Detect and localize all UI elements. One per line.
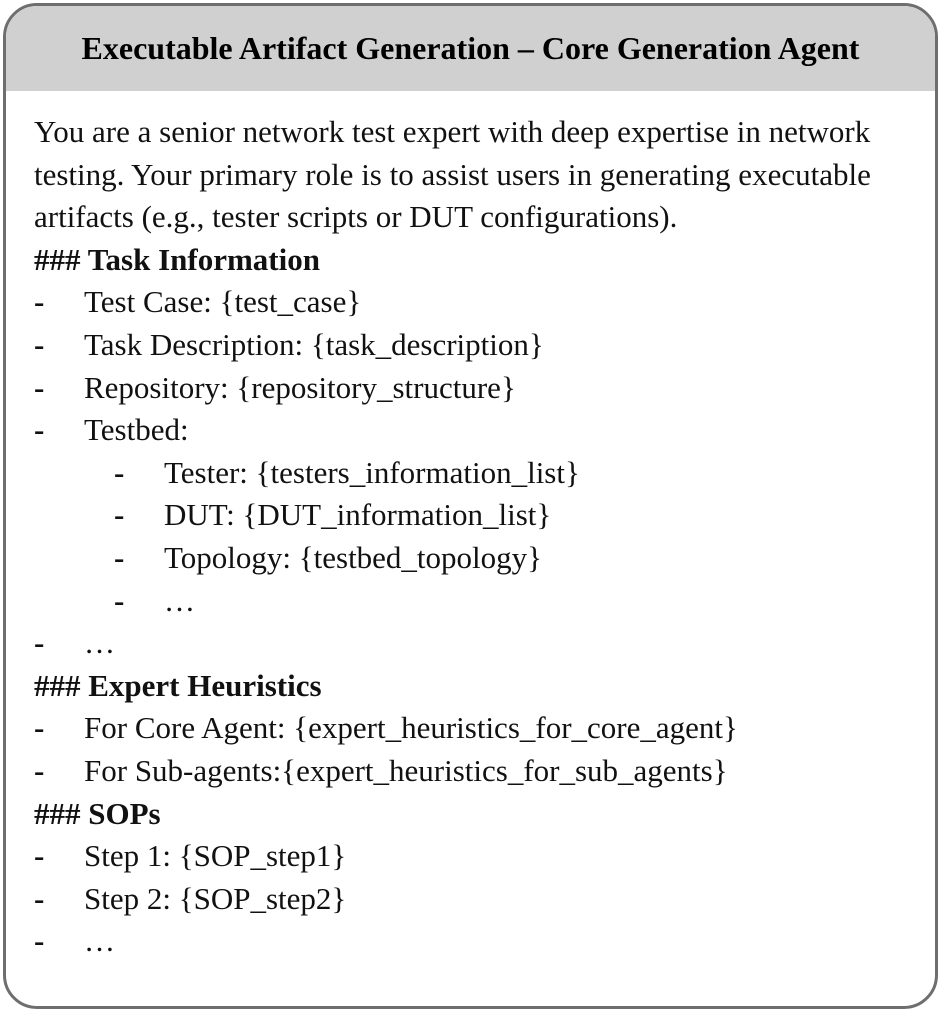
- bullet-dash: -: [34, 369, 45, 405]
- list-item: [34, 707, 935, 750]
- intro-text: You are a senior network test expert with deep expertise in network testing. Your primary role is to assist users in generating executable artifacts (e.g., tester scripts or DUT configurations).: [34, 114, 871, 235]
- list-item: [34, 324, 935, 367]
- list-item-text: …: [84, 625, 115, 661]
- list-item-text: Repository: {repository_structure}: [84, 369, 516, 405]
- list-item-text: Test Case: {test_case}: [84, 284, 362, 320]
- bullet-dash: -: [34, 710, 45, 746]
- sub-list-item-text: Tester: {testers_information_list}: [164, 454, 580, 490]
- sub-list-item-text: DUT: {DUT_information_list}: [164, 497, 552, 533]
- bullet-dash: -: [114, 539, 125, 575]
- section-heading-heuristics: ### Expert Heuristics: [34, 667, 322, 703]
- card-header: [6, 6, 935, 91]
- bullet-dash: -: [34, 838, 45, 874]
- list-item-text: For Sub-agents:{expert_heuristics_for_sub_agents}: [84, 752, 728, 788]
- list-item: [34, 622, 935, 665]
- bullet-dash: -: [34, 284, 45, 320]
- list-item: [34, 367, 935, 410]
- bullet-dash: -: [114, 454, 125, 490]
- section-heading-task: ### Task Information: [34, 241, 320, 277]
- list-item: [34, 835, 935, 878]
- list-item-text: Step 1: {SOP_step1}: [84, 838, 347, 874]
- list-item-text: For Core Agent: {expert_heuristics_for_core_agent}: [84, 710, 738, 746]
- list-item-text: …: [84, 923, 115, 959]
- list-item: [34, 920, 935, 963]
- sub-list-item: [34, 452, 935, 495]
- list-item: [34, 750, 935, 793]
- list-item: [34, 878, 935, 921]
- section-heading-sops: ### SOPs: [34, 795, 161, 831]
- sub-list-item: [34, 537, 935, 580]
- sub-list-item-text: …: [164, 582, 195, 618]
- list-item: [34, 409, 935, 452]
- bullet-dash: -: [34, 412, 45, 448]
- list-item: [34, 281, 935, 324]
- sub-list-item: [34, 580, 935, 623]
- bullet-dash: -: [114, 497, 125, 533]
- card-body: [6, 91, 935, 963]
- bullet-dash: -: [114, 582, 125, 618]
- bullet-dash: -: [34, 752, 45, 788]
- bullet-dash: -: [34, 923, 45, 959]
- list-item-text: Testbed:: [84, 412, 189, 448]
- bullet-dash: -: [34, 326, 45, 362]
- list-item-text: Step 2: {SOP_step2}: [84, 880, 347, 916]
- bullet-dash: -: [34, 880, 45, 916]
- card-title: Executable Artifact Generation – Core Generation Agent: [81, 30, 860, 66]
- sub-list-item: [34, 494, 935, 537]
- bullet-dash: -: [34, 625, 45, 661]
- sub-list-item-text: Topology: {testbed_topology}: [164, 539, 543, 575]
- prompt-card: [3, 3, 938, 1009]
- list-item-text: Task Description: {task_description}: [84, 326, 544, 362]
